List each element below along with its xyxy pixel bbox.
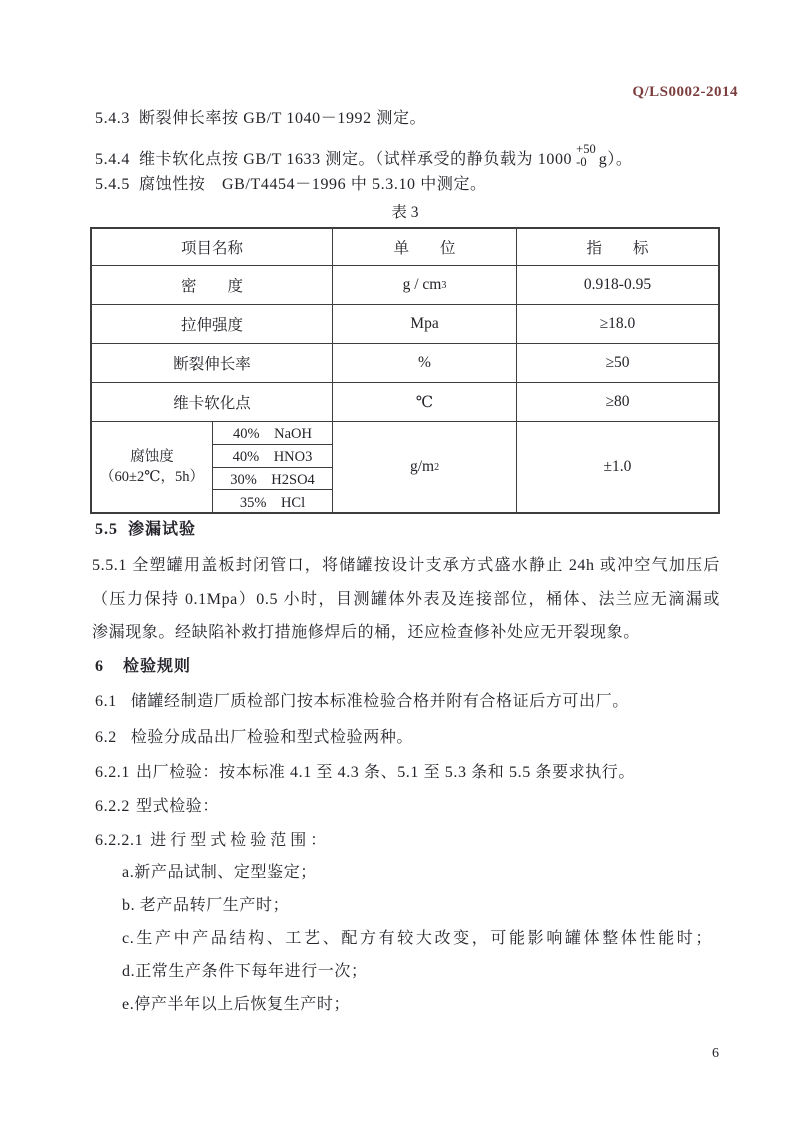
clause-number: 6.2.2.1 bbox=[95, 832, 144, 849]
corrosion-label-line1: 腐蚀度 bbox=[130, 449, 174, 465]
table-row bbox=[92, 382, 718, 421]
para-5-5-1-line1: 5.5.1 全塑罐用盖板封闭管口，将储罐按设计支承方式盛水静止 24h 或冲空气加压后 bbox=[92, 557, 720, 574]
clause-6-2-2 bbox=[95, 796, 219, 818]
row-value: ≥80 bbox=[516, 383, 718, 421]
row-value: ≥50 bbox=[516, 344, 718, 382]
clause-text-end: g）。 bbox=[598, 151, 633, 168]
unit-text: ℃ bbox=[415, 393, 434, 411]
clause-6-2 bbox=[95, 727, 413, 749]
clause-6-2-1 bbox=[95, 762, 635, 784]
section-number: 5.5 bbox=[95, 521, 118, 538]
unit-text: Mpa bbox=[410, 315, 439, 332]
page-number: 6 bbox=[712, 1046, 719, 1061]
row-value: ±1.0 bbox=[516, 422, 718, 512]
clause-text: 断裂伸长率按 GB/T 1040－1992 测定。 bbox=[139, 110, 427, 127]
header-index: 指 标 bbox=[516, 229, 718, 265]
tolerance-lower: -0 bbox=[576, 155, 587, 169]
list-item-e: e.停产半年以上后恢复生产时； bbox=[122, 996, 351, 1013]
table-row-corrosion bbox=[92, 421, 718, 512]
clause-text: 出厂检验：按本标准 4.1 至 4.3 条、5.1 至 5.3 条和 5.5 条要求执行。 bbox=[136, 764, 636, 781]
row-unit bbox=[332, 344, 516, 382]
corrosion-cell bbox=[92, 422, 332, 512]
section-title: 检验规则 bbox=[123, 658, 192, 675]
row-name: 密 度 bbox=[180, 278, 243, 295]
clause-text: 储罐经制造厂质检部门按本标准检验合格并附有合格证后方可出厂。 bbox=[130, 693, 629, 710]
clause-number: 6.1 bbox=[95, 693, 117, 710]
para-5-5-1-line2: （压力保持 0.1Mpa）0.5 小时，目测罐体外表及连接部位，桶体、法兰应无滴漏或 bbox=[92, 591, 720, 608]
clause-number: 5.4.3 bbox=[95, 110, 130, 127]
corrosion-label bbox=[92, 422, 212, 512]
list-item-d: d.正常生产条件下每年进行一次； bbox=[122, 963, 368, 980]
corrosion-label-line2: （60±2℃，5h） bbox=[100, 469, 204, 485]
header-unit: 单 位 bbox=[332, 229, 516, 265]
clause-number: 6.2.2 bbox=[95, 798, 130, 815]
acid-item: 40% HNO3 bbox=[213, 444, 332, 467]
section-number: 6 bbox=[95, 658, 104, 675]
table-caption: 表 3 bbox=[391, 204, 419, 221]
row-unit bbox=[332, 266, 516, 304]
clause-text: 维卡软化点按 GB/T 1633 测定。（试样承受的静负载为 1000 bbox=[139, 151, 573, 168]
clause-5-4-4 bbox=[95, 142, 633, 169]
header-item-name: 项目名称 bbox=[180, 240, 243, 257]
doc-code: Q/LS0002-2014 bbox=[632, 84, 738, 100]
unit-superscript: 2 bbox=[434, 461, 440, 473]
clause-number: 6.2 bbox=[95, 729, 117, 746]
clause-text: 腐蚀性按 GB/T4454－1996 中 5.3.10 中测定。 bbox=[139, 176, 487, 193]
tolerance-upper: +50 bbox=[576, 142, 596, 156]
clause-5-4-3 bbox=[95, 108, 426, 130]
row-unit bbox=[332, 422, 516, 512]
row-name: 断裂伸长率 bbox=[173, 356, 251, 373]
row-unit bbox=[332, 305, 516, 343]
tolerance-stack bbox=[576, 144, 596, 168]
clause-number: 5.4.4 bbox=[95, 151, 130, 168]
clause-text: 型式检验： bbox=[136, 798, 220, 815]
table-row bbox=[92, 343, 718, 382]
unit-text: g / cm bbox=[402, 276, 442, 293]
clause-6-1 bbox=[95, 691, 629, 713]
table-row bbox=[92, 265, 718, 304]
row-unit bbox=[332, 383, 516, 421]
unit-text: g/m bbox=[409, 458, 435, 475]
list-item-c: c.生产中产品结构、工艺、配方有较大改变，可能影响罐体整体性能时； bbox=[122, 930, 712, 947]
section-5-5-heading bbox=[95, 519, 196, 541]
clause-text: 进行型式检验范围： bbox=[150, 832, 331, 849]
table-row bbox=[92, 304, 718, 343]
clause-5-4-5 bbox=[95, 174, 487, 196]
row-value: ≥18.0 bbox=[516, 305, 718, 343]
row-name: 拉伸强度 bbox=[180, 317, 243, 334]
unit-superscript: 3 bbox=[441, 279, 447, 291]
table-3 bbox=[90, 227, 720, 514]
section-title: 渗漏试验 bbox=[128, 521, 197, 538]
acid-item: 40% NaOH bbox=[233, 426, 312, 443]
clause-text: 检验分成品出厂检验和型式检验两种。 bbox=[130, 729, 414, 746]
acid-item: 35% HCl bbox=[213, 489, 332, 512]
section-6-heading bbox=[95, 656, 191, 678]
clause-6-2-2-1 bbox=[95, 830, 330, 852]
clause-number: 6.2.1 bbox=[95, 764, 130, 781]
para-5-5-1-line3: 渗漏现象。经缺陷补救打措施修焊后的桶，还应检查修补处应无开裂现象。 bbox=[92, 624, 640, 641]
list-item-a: a.新产品试制、定型鉴定； bbox=[122, 864, 317, 881]
unit-text: % bbox=[418, 354, 431, 371]
row-value: 0.918-0.95 bbox=[516, 266, 718, 304]
corrosion-acid-list bbox=[212, 422, 332, 512]
acid-item: 30% H2SO4 bbox=[213, 467, 332, 490]
table-header-row bbox=[92, 229, 718, 265]
list-item-b: b. 老产品转厂生产时； bbox=[122, 897, 290, 914]
row-name: 维卡软化点 bbox=[173, 395, 251, 412]
clause-number: 5.4.5 bbox=[95, 176, 130, 193]
